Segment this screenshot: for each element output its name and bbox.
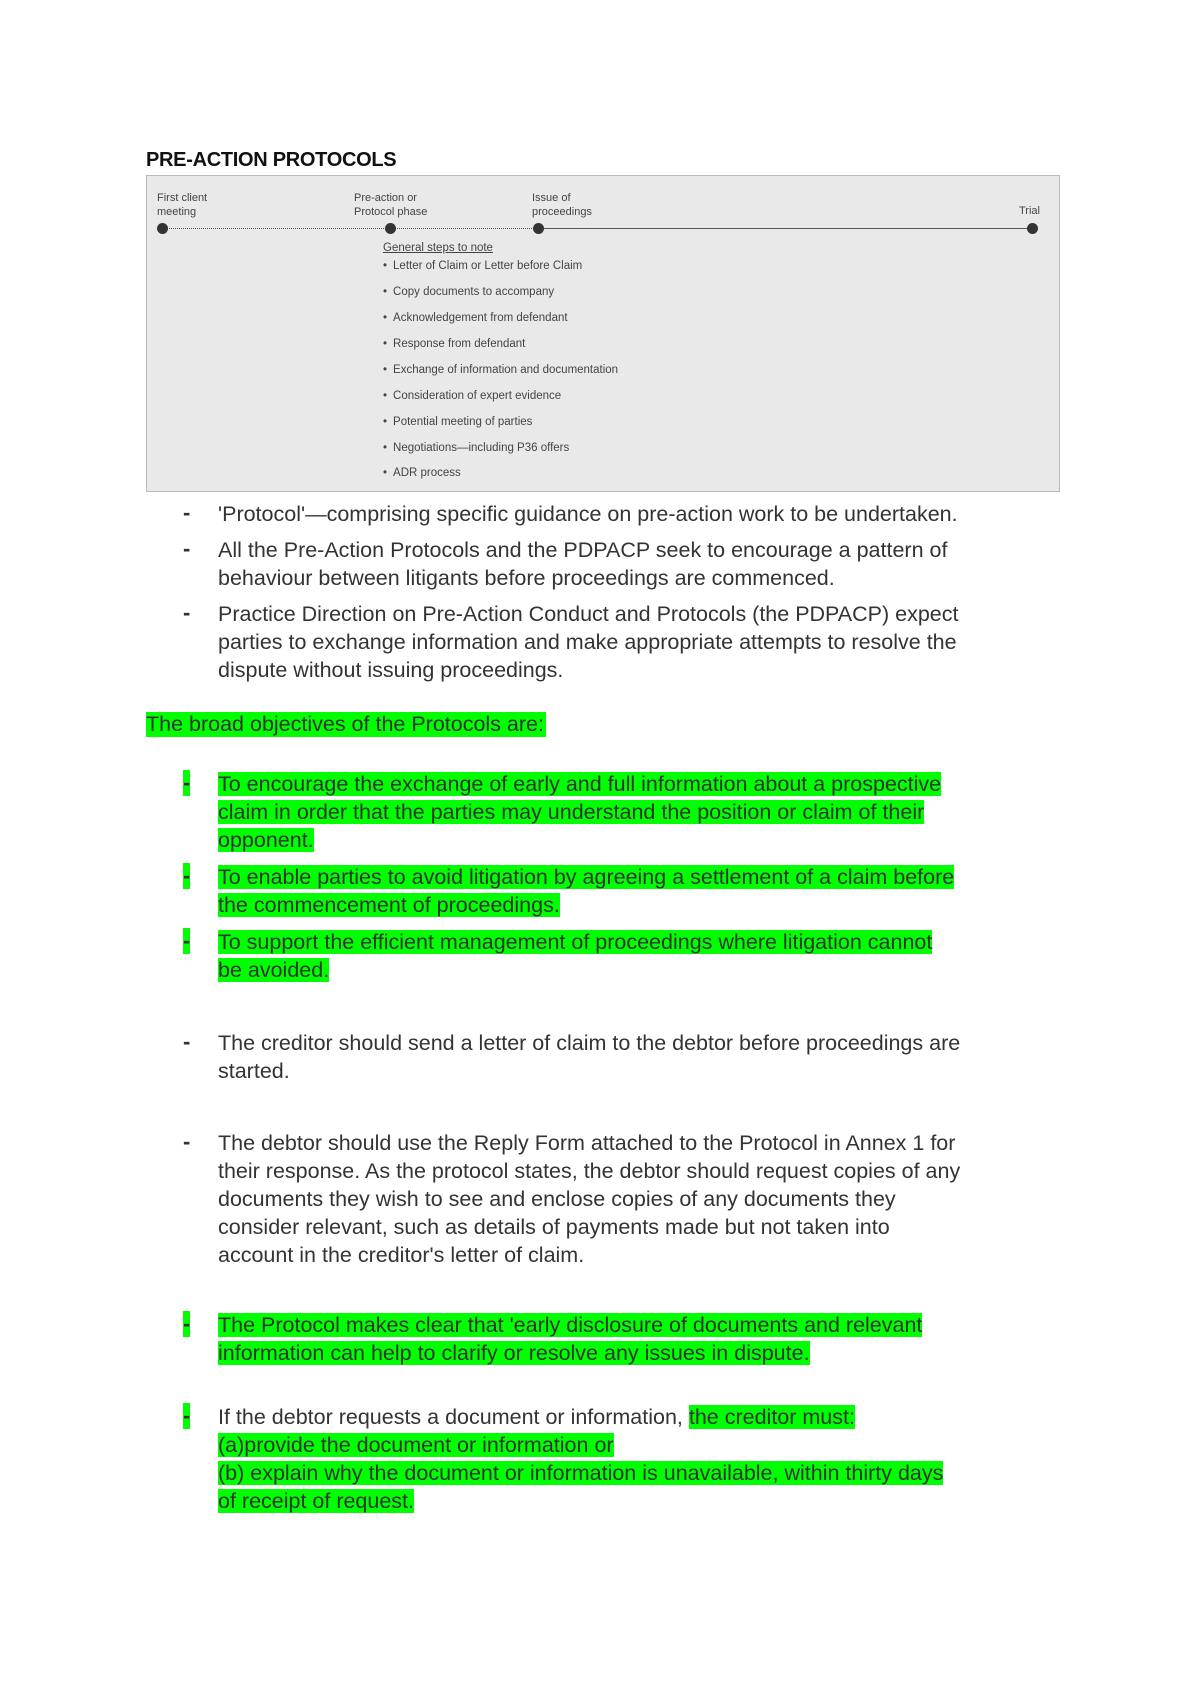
highlighted-text: the creditor must: — [688, 1405, 855, 1429]
objective-item — [218, 770, 941, 854]
text-line: parties to exchange information and make appropriate attempts to resolve the — [218, 630, 957, 654]
objective-item — [218, 863, 954, 919]
step-item: • Exchange of information and documentation — [383, 364, 618, 376]
text-line: The Protocol makes clear that 'early disclosure of documents and relevant — [218, 1313, 923, 1337]
text-line: The creditor should send a letter of claim to the debtor before proceedings are — [218, 1031, 961, 1055]
text-line: Practice Direction on Pre-Action Conduct and Protocols (the PDPACP) expect — [218, 602, 959, 626]
text-line: To enable parties to avoid litigation by agreeing a settlement of a claim before — [218, 865, 955, 889]
timeline-dot — [1027, 223, 1038, 234]
text-line: dispute without issuing proceedings. — [218, 658, 564, 682]
step-item: • ADR process — [383, 467, 461, 479]
objectives-heading: The broad objectives of the Protocols are: — [146, 712, 544, 736]
text-line: their response. As the protocol states, the debtor should request copies of any — [218, 1159, 961, 1183]
stage-pre-action-phase: Pre-action or Protocol phase — [354, 192, 428, 218]
bullet-marker: - — [183, 1403, 191, 1428]
text-line: consider relevant, such as details of payments made but not taken into — [218, 1215, 890, 1239]
debtor-point — [218, 1129, 960, 1269]
text-line: be avoided. — [218, 958, 330, 982]
text-line: To encourage the exchange of early and full information about a prospective — [218, 772, 942, 796]
timeline-solid-line — [538, 228, 1033, 229]
text-line: The debtor should use the Reply Form attached to the Protocol in Annex 1 for — [218, 1131, 956, 1155]
step-item: • Consideration of expert evidence — [383, 390, 561, 402]
text-line: (a)provide the document or information or — [218, 1433, 614, 1457]
intro-point-pattern — [218, 536, 947, 592]
stage-first-client-meeting: First client meeting — [157, 192, 208, 218]
text-line: opponent. — [218, 828, 314, 852]
text-line: If the debtor requests a document or information, — [218, 1405, 689, 1429]
text-line: To support the efficient management of proceedings where litigation cannot — [218, 930, 933, 954]
creditor-point — [218, 1029, 960, 1085]
text-line: 'Protocol'—comprising specific guidance on pre-action work to be undertaken. — [218, 502, 958, 526]
text-line: started. — [218, 1059, 290, 1083]
timeline-dot — [385, 223, 396, 234]
text-line: information can help to clarify or resolve any issues in dispute. — [218, 1341, 810, 1365]
bullet-marker: - — [183, 536, 191, 561]
step-item: • Acknowledgement from defendant — [383, 312, 568, 324]
text-line: of receipt of request. — [218, 1489, 414, 1513]
intro-point-protocol — [218, 500, 958, 528]
bullet-marker: - — [183, 500, 191, 525]
bullet-marker: - — [183, 1311, 191, 1336]
step-item: • Response from defendant — [383, 338, 525, 350]
bullet-marker: - — [183, 1029, 191, 1054]
text-line: the commencement of proceedings. — [218, 893, 560, 917]
bullet-marker: - — [183, 770, 191, 795]
timeline-dot — [157, 223, 168, 234]
request-point — [218, 1403, 943, 1515]
text-line: claim in order that the parties may understand the position or claim of their — [218, 800, 925, 824]
step-item: • Letter of Claim or Letter before Claim — [383, 260, 582, 272]
page-title: PRE-ACTION PROTOCOLS — [146, 149, 397, 171]
text-line: documents they wish to see and enclose copies of any documents they — [218, 1187, 896, 1211]
text-line: account in the creditor's letter of claim. — [218, 1243, 585, 1267]
timeline-dot — [533, 223, 544, 234]
step-item: • Copy documents to accompany — [383, 286, 554, 298]
steps-heading: General steps to note — [383, 242, 493, 254]
text-line: behaviour between litigants before proceedings are commenced. — [218, 566, 835, 590]
timeline-dotted-line — [165, 228, 538, 229]
text-line: (b) explain why the document or information is unavailable, within thirty days — [218, 1461, 944, 1485]
intro-point-pdpacp — [218, 600, 959, 684]
step-item: • Negotiations—including P36 offers — [383, 442, 569, 454]
text-line: All the Pre-Action Protocols and the PDPACP seek to encourage a pattern of — [218, 538, 948, 562]
bullet-marker: - — [183, 863, 191, 888]
timeline-diagram — [146, 175, 1060, 492]
disclosure-point — [218, 1311, 922, 1367]
stage-issue-of-proceedings: Issue of proceedings — [532, 192, 592, 218]
objective-item — [218, 928, 932, 984]
step-item: • Potential meeting of parties — [383, 416, 532, 428]
bullet-marker: - — [183, 1129, 191, 1154]
stage-trial: Trial — [1019, 205, 1040, 217]
bullet-marker: - — [183, 600, 191, 625]
bullet-marker: - — [183, 928, 191, 953]
